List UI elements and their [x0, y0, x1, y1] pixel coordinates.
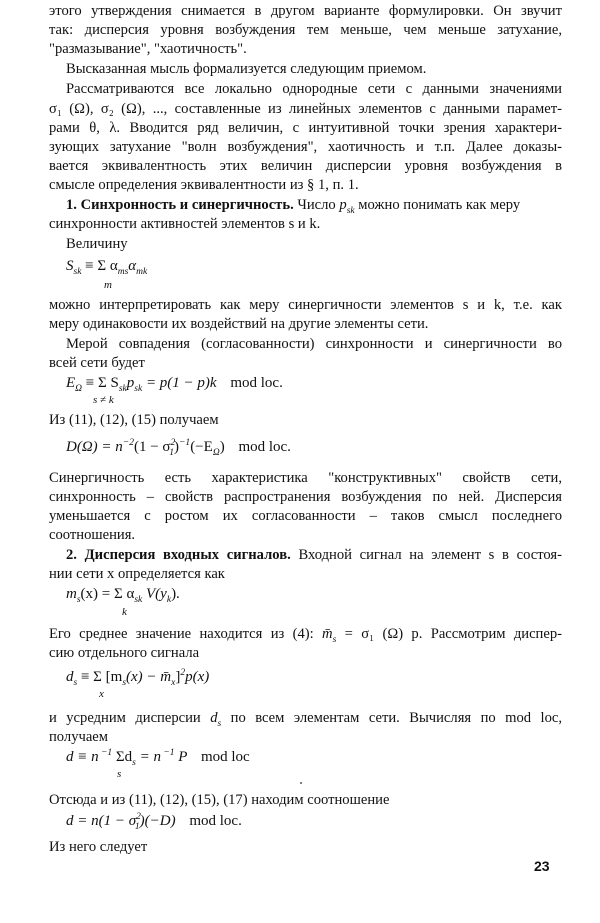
- text-line: Высказанная мысль формализуется следующим приемом.: [66, 61, 427, 77]
- text-line: можно интерпретировать как меру синергичности элементов s и k, т.е. как: [49, 297, 562, 313]
- text-line: рами θ, λ. Вводится ряд величин, с интуитивной точки зрения характери-: [49, 120, 562, 136]
- text-line: этого утверждения снимается в другом варианте формулировки. Он звучит: [49, 3, 562, 19]
- text-line: уменьшается с ростом их согласованности – таков смысл последнего: [49, 508, 562, 524]
- text-line: Отсюда и из (11), (12), (15), (17) находим соотношение: [49, 792, 390, 808]
- text-line: соотношения.: [49, 527, 136, 543]
- formula-index: k: [122, 606, 127, 618]
- text-line: Из него следует: [49, 839, 148, 855]
- formula-signal-dispersion: $d_s \equiv \Sigma$ [$m_s(x)$ − $m̄_x]^2p(x)$: [66, 668, 210, 688]
- text-line: получаем: [49, 729, 109, 745]
- text-line: "размазывание", "хаотичность".: [49, 41, 247, 57]
- print-speck: [300, 782, 302, 784]
- formula-index: x: [99, 688, 104, 700]
- formula-input-signal: $m_s(x) = \Sigma$ $\alpha_{sk}$ $V(y_k)$.: [66, 586, 180, 605]
- section-1-line: 1. Синхронность и синергичность. Число $p_{sk}$ можно понимать как меру: [66, 197, 521, 216]
- text-line: Мерой совпадения (согласованности) синхронности и синергичности во: [66, 336, 562, 352]
- text-line: синхронность – свойств распространения возбуждения по ней. Дисперсия: [49, 489, 562, 505]
- text-line: и усредним дисперсии $d_s$ по всем элементам сети. Вычисляя по mod loc,: [49, 710, 562, 729]
- formula-mean-dispersion: d ≡ n $^{-1}$ $\Sigma d_s = n$ $^{-1}$ P mod loc: [66, 748, 250, 768]
- text-line: зующих затухание "волн возбуждения", хаотичность и т.п. Далее доказы-: [49, 139, 562, 155]
- text-line: смысле определения эквивалентности из § 1, п. 1.: [49, 177, 359, 193]
- section-heading: 1. Синхронность и синергичность.: [66, 197, 294, 213]
- formula-dispersion: $D(\Omega) = n^{-2}(1 - \sigma^2_1)^{-1}(-E_\Omega)$ mod loc.: [66, 438, 291, 458]
- section-heading: 2. Дисперсия входных сигналов.: [66, 547, 291, 563]
- text-line: так: дисперсия уровня возбуждения тем меньше, чем меньше затухание,: [49, 22, 562, 38]
- text-line: Из (11), (12), (15) получаем: [49, 412, 219, 428]
- formula-relation: $d = n(1 - \sigma^2_1)(-D)$ mod loc.: [66, 812, 242, 832]
- text-line: меру одинаковости их воздействий на другие элементы сети.: [49, 316, 429, 332]
- text-line: σ₁ (Ω), σ₂ (Ω), ..., составленные из линейных элементов с данными парамет-: [49, 101, 562, 117]
- formula-index: s: [117, 768, 122, 780]
- formula-index: s ≠ k: [93, 394, 114, 406]
- text-line: всей сети будет: [49, 355, 145, 371]
- page-number: 23: [534, 858, 550, 874]
- text-line: сию отдельного сигнала: [49, 645, 200, 661]
- text-line: Величину: [66, 236, 128, 252]
- text-line: нии сети x определяется как: [49, 566, 225, 582]
- formula-synergy: $S_{sk} \equiv \Sigma$ $\alpha_{ms}\alpha_{mk}$: [66, 258, 148, 277]
- formula-agreement: $E_\Omega \equiv \Sigma$ $S_{sk}p_{sk} = p(1 - p)k$ mod loc.: [66, 375, 283, 394]
- text-line: синхронности активностей элементов s и k.: [49, 216, 321, 232]
- text-line: Синергичность есть характеристика "конструктивных" свойств сети,: [49, 470, 562, 486]
- text-line: Его среднее значение находится из (4): $m̄_s = \sigma_1$ (Ω) p. Рассмотрим диспер-: [49, 626, 562, 645]
- text-line: Рассматриваются все локально однородные сети с данными значениями: [66, 81, 562, 97]
- section-2-line: 2. Дисперсия входных сигналов. Входной сигнал на элемент s в состоя-: [66, 547, 562, 563]
- formula-index: m: [104, 279, 112, 291]
- text-line: вается эквивалентность этих величин дисперсии уровня возбуждения в: [49, 158, 562, 174]
